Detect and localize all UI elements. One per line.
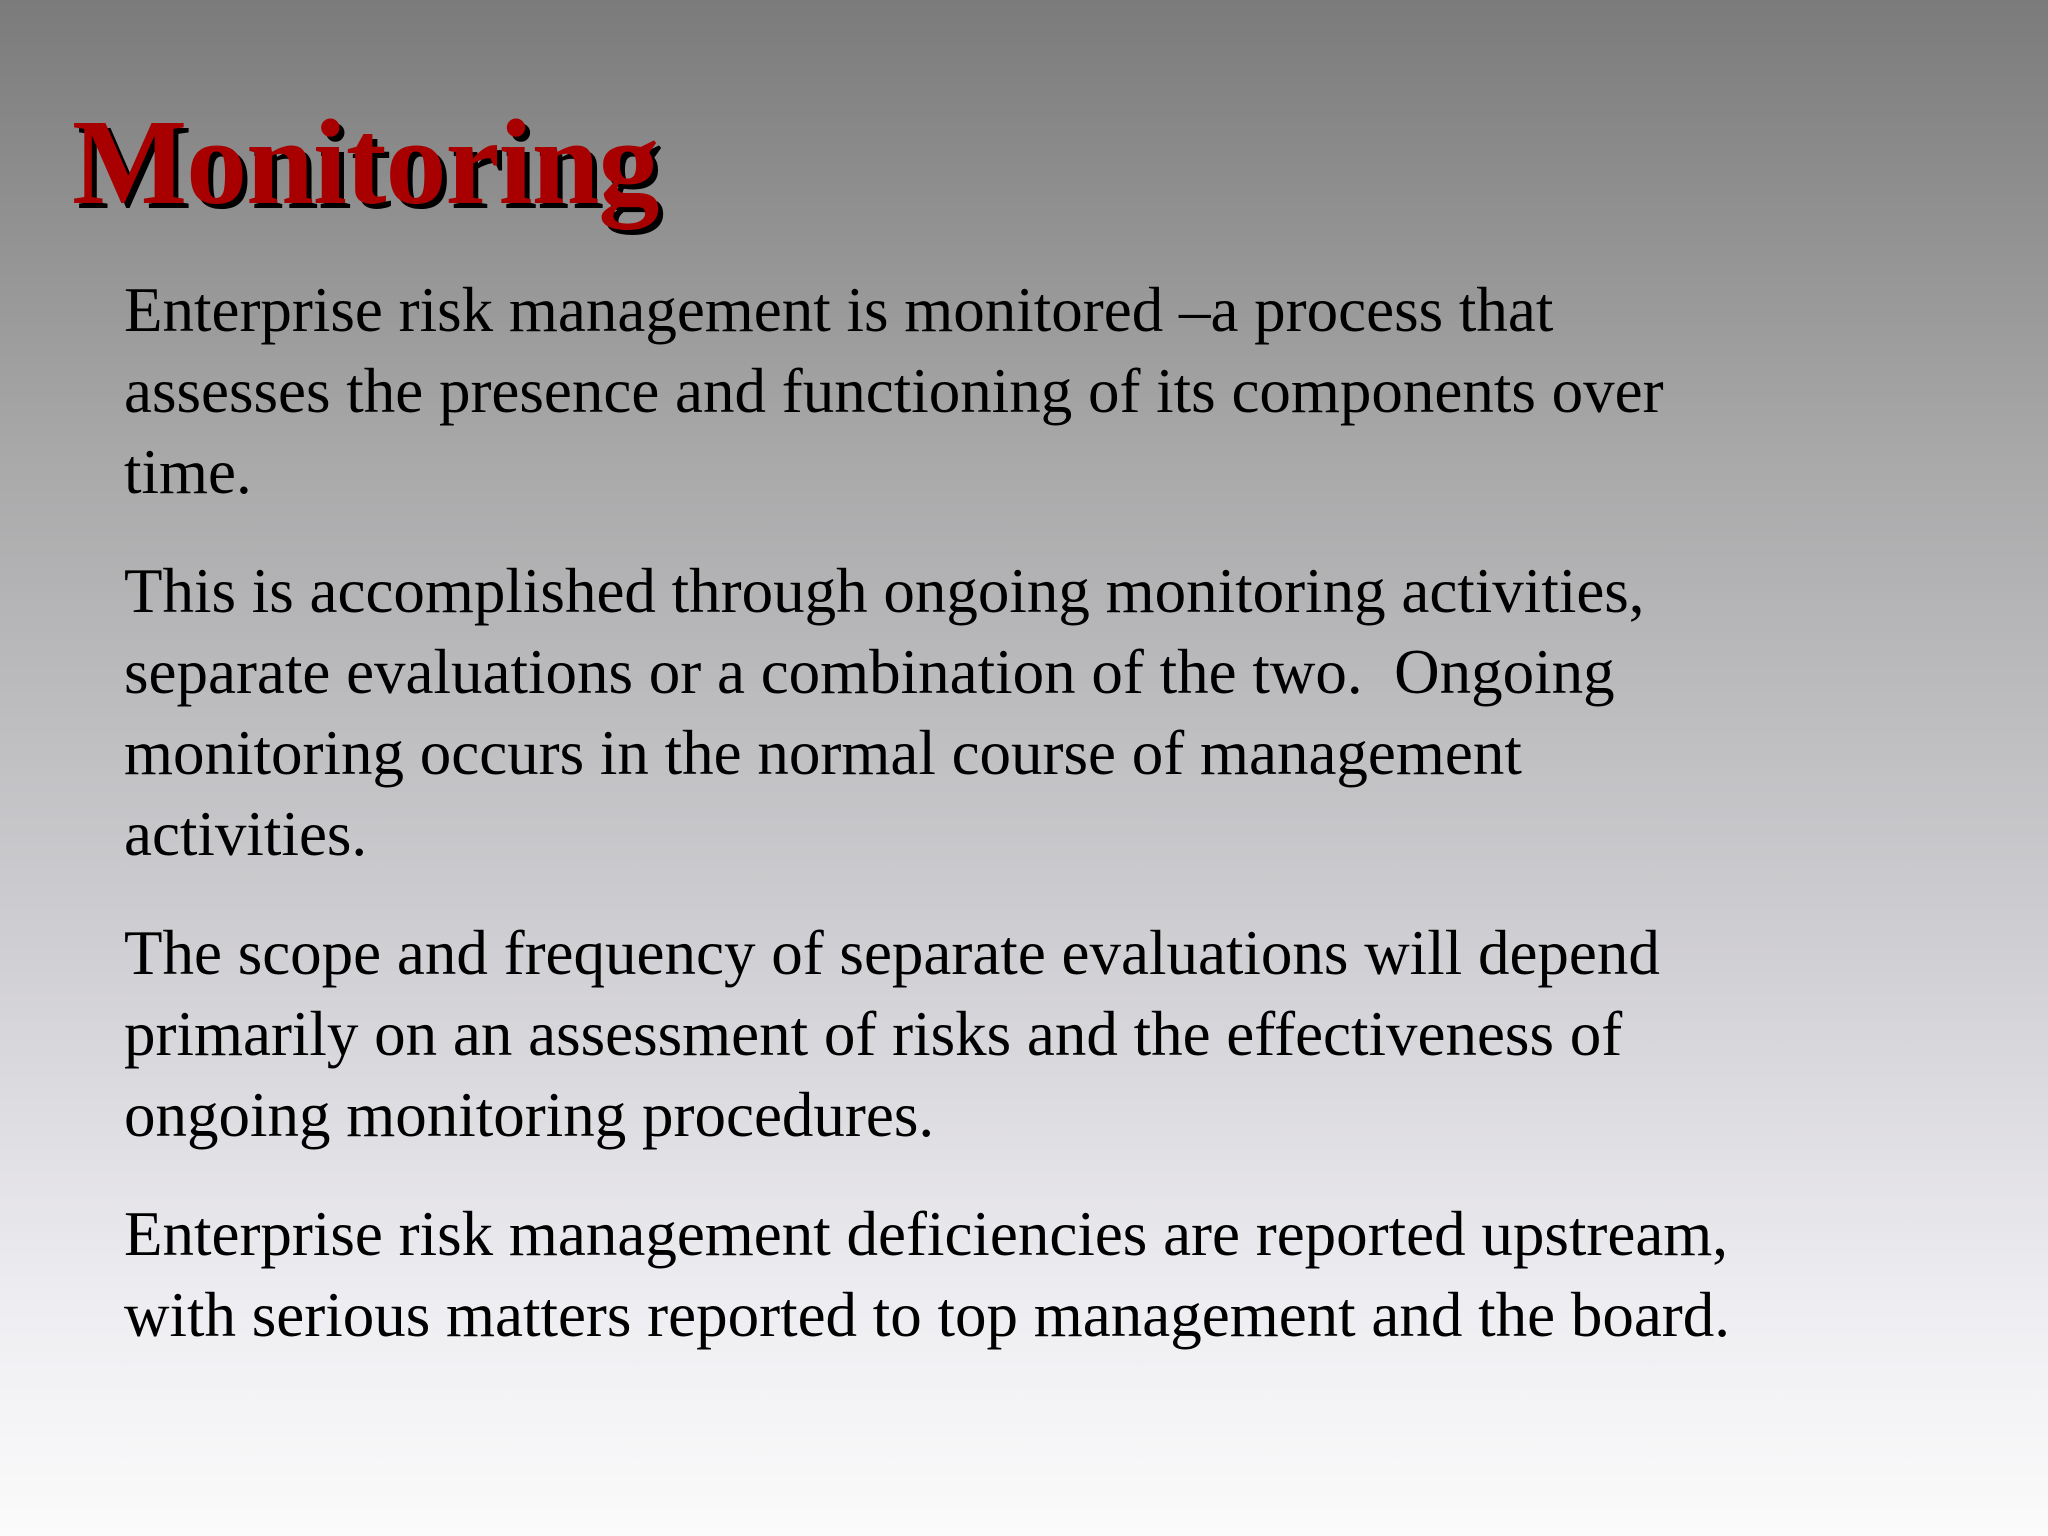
- paragraph-line: This is accomplished through ongoing monitoring activities,: [124, 556, 1645, 626]
- paragraph-ongoing-monitoring: [124, 551, 1984, 875]
- paragraph-line: primarily on an assessment of risks and the effectiveness of: [124, 999, 1623, 1069]
- paragraph-line: Enterprise risk management is monitored –a process that: [124, 275, 1554, 345]
- paragraph-line: assesses the presence and functioning of its components over: [124, 356, 1664, 426]
- paragraph-monitored-process: [124, 270, 1984, 513]
- paragraph-line: Enterprise risk management deficiencies are reported upstream,: [124, 1199, 1729, 1269]
- slide-body: [124, 270, 1984, 1394]
- paragraph-line: activities.: [124, 799, 368, 869]
- paragraph-deficiencies-reported: [124, 1194, 1984, 1356]
- slide-title: Monitoring: [72, 95, 659, 230]
- paragraph-separate-evaluations: [124, 913, 1984, 1156]
- paragraph-line: The scope and frequency of separate evaluations will depend: [124, 918, 1660, 988]
- paragraph-line: ongoing monitoring procedures.: [124, 1080, 935, 1150]
- paragraph-line: with serious matters reported to top management and the board.: [124, 1280, 1731, 1350]
- paragraph-line: separate evaluations or a combination of the two. Ongoing: [124, 637, 1615, 707]
- paragraph-line: monitoring occurs in the normal course of management: [124, 718, 1522, 788]
- paragraph-line: time.: [124, 437, 252, 507]
